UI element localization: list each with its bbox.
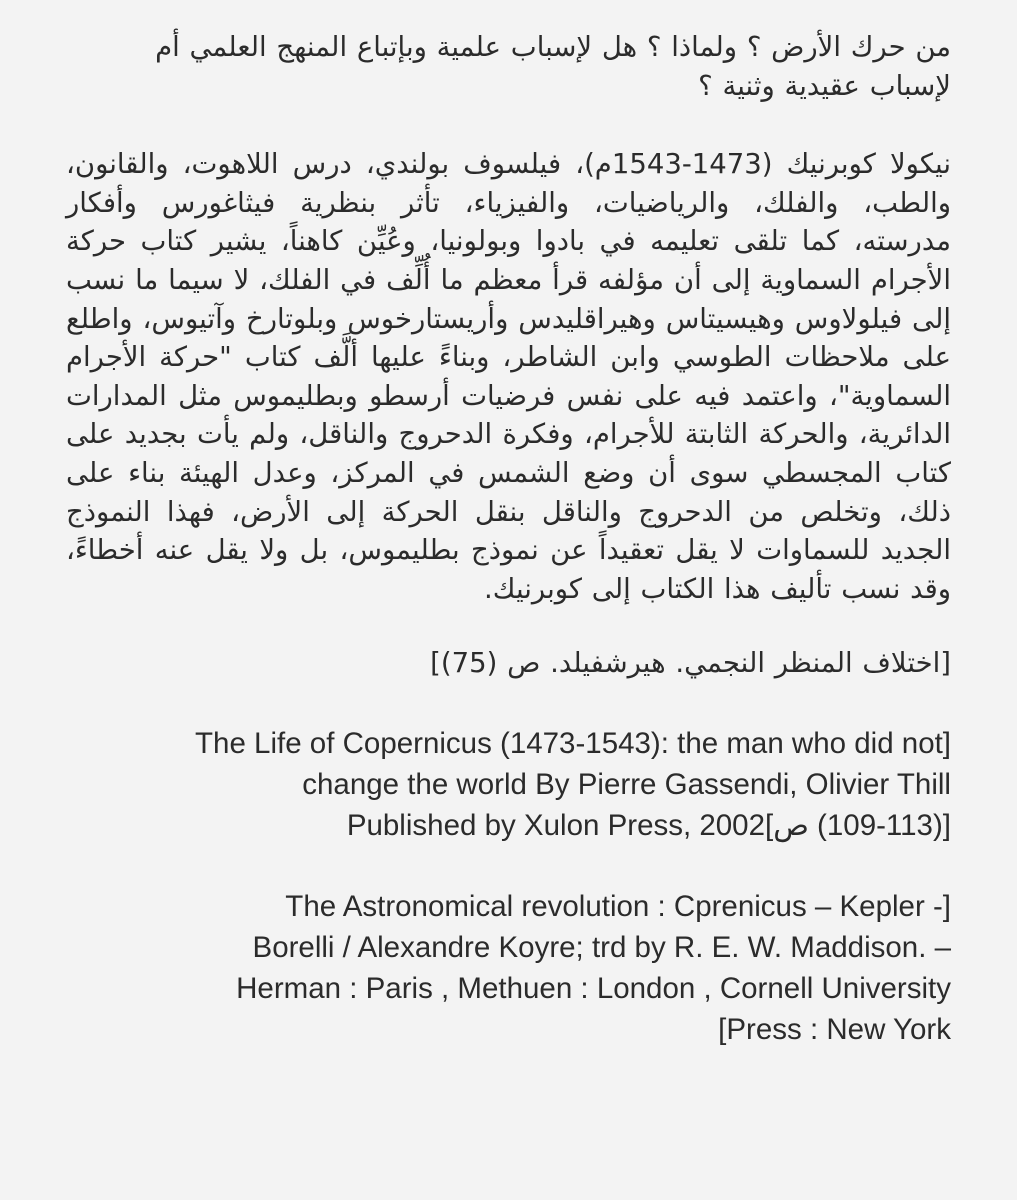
- spacer: [66, 608, 951, 644]
- opening-question: من حرك الأرض ؟ ولماذا ؟ هل لإسباب علمية وبإتباع المنهج العلمي أم لإسباب عقيدية وثنية ؟: [155, 31, 951, 102]
- reference-life-of-copernicus: [66, 723, 951, 846]
- spacer: [66, 105, 951, 145]
- reference-line: change the world By Pierre Gassendi, Olivier Thill: [302, 767, 951, 801]
- spacer: [66, 846, 951, 886]
- arabic-citation: [اختلاف المنظر النجمي. هيرشفيلد. ص (75)]: [430, 647, 951, 680]
- reference-line: Borelli / Alexandre Koyre; trd by R. E. W. Maddison. –: [252, 930, 951, 964]
- reference-line: Herman : Paris , Methuen : London , Cornell University: [236, 971, 951, 1005]
- reference-line: The Astronomical revolution : Cprenicus – Kepler -]: [285, 889, 951, 923]
- reference-line: The Life of Copernicus (1473-1543): the man who did not]: [195, 726, 951, 760]
- reference-astronomical-revolution: [66, 886, 951, 1050]
- spacer: [66, 683, 951, 723]
- biography-paragraph: نيكولا كوبرنيك (1473-1543م)، فيلسوف بولندي، درس اللاهوت، والقانون، والطب، والفلك، والرياضيات، والفيزياء، تأثر بنظرية فيثاغورس وأفكار مدرسته، كما تلقى تعليمه في بادوا وبولونيا، وعُيِّن كاهناً، يشير كتاب حركة الأجرام السماوية إلى أن مؤلفه قرأ معظم ما أُلِّف في الفلك، لا سيما ما نسب إلى فيلولاوس وهيسيتاس وهيراقليدس وأريستارخوس وبلوتارخ وآتيوس، واطلع على ملاحظات الطوسي وابن الشاطر، وبناءً عليها ألَّف كتاب "حركة الأجرام السماوية"، واعتمد فيه على نفس فرضيات أرسطو وبطليموس مثل المدارات الدائرية، والحركة الثابتة للأجرام، وفكرة الدحروج والناقل، ولم يأت بجديد على كتاب المجسطي سوى أن وضع الشمس في المركز، وعدل الهيئة بناء على ذلك، وتخلص من الدحروج والناقل بنقل الحركة إلى الأرض، فهذا النموذج الجديد للسماوات لا يقل تعقيداً عن نموذج بطليموس، بل ولا يقل عنه أخطاءً، وقد نسب تأليف هذا الكتاب إلى كوبرنيك.: [66, 148, 951, 605]
- reference-line: [Press : New York: [718, 1012, 951, 1046]
- reference-line: [(109-113) ص]Published by Xulon Press, 2002: [346, 808, 951, 842]
